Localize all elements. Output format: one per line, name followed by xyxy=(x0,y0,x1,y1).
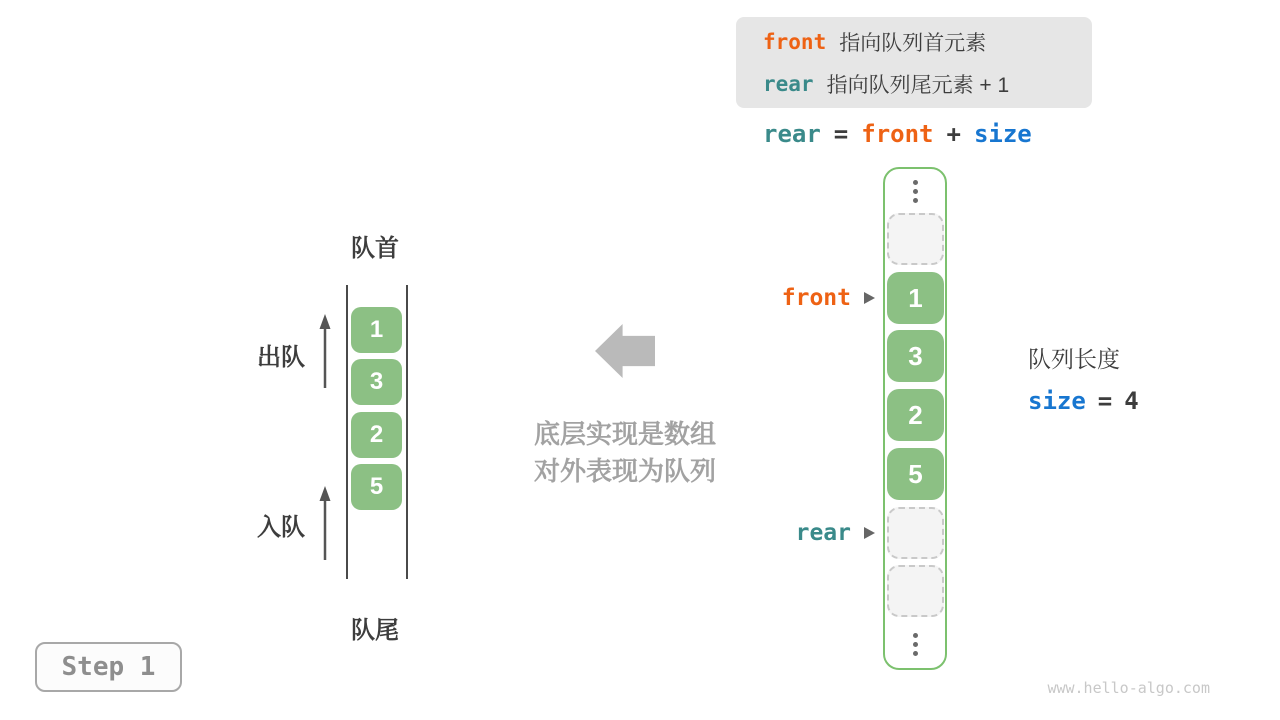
queue-cell-value: 3 xyxy=(351,359,402,405)
front-description: 指向队列首元素 xyxy=(839,31,987,55)
middle-caption-line2: 对外表现为队列 xyxy=(533,456,716,486)
formula-plus: + xyxy=(946,120,961,148)
legend-line-front xyxy=(763,27,1092,57)
legend-box xyxy=(736,17,1092,108)
enqueue-arrow-up-icon xyxy=(318,486,332,562)
dequeue-arrow-up-icon xyxy=(318,314,332,390)
enqueue-label: 入队 xyxy=(257,514,305,541)
big-left-arrow-icon xyxy=(595,324,655,378)
watermark: www.hello-algo.com xyxy=(1047,679,1210,697)
queue-cell-value: 2 xyxy=(351,412,402,458)
dequeue-label: 出队 xyxy=(257,344,305,371)
formula-equals: = xyxy=(833,120,849,148)
queue-cell-value: 1 xyxy=(351,307,402,353)
formula-front: front xyxy=(861,120,934,148)
array-cell-value: 5 xyxy=(887,448,944,500)
array-cell-empty xyxy=(887,507,944,559)
queue-tail-label: 队尾 xyxy=(351,617,399,644)
queue-length-title: 队列长度 xyxy=(1028,346,1120,372)
size-equals: = xyxy=(1097,387,1113,415)
arrow-right-icon xyxy=(864,527,875,539)
ellipsis-top-icon xyxy=(913,180,919,203)
rear-description: 指向队列尾元素 + 1 xyxy=(826,73,1010,97)
array-cell-empty xyxy=(887,213,944,265)
array-cell-value: 3 xyxy=(887,330,944,382)
formula-rear: rear xyxy=(763,120,821,148)
queue-length-block xyxy=(1028,341,1139,415)
rear-keyword: rear xyxy=(763,71,814,96)
front-pointer-label: front xyxy=(781,285,851,311)
rear-pointer xyxy=(748,519,875,547)
formula xyxy=(763,120,1032,148)
array-cell-value: 2 xyxy=(887,389,944,441)
queue-wall-left xyxy=(346,285,348,579)
queue-length-value-line xyxy=(1028,387,1139,415)
array-cell-value: 1 xyxy=(887,272,944,324)
formula-size: size xyxy=(973,120,1032,148)
queue-wall-right xyxy=(406,285,408,579)
queue-cell-value: 5 xyxy=(351,464,402,510)
middle-caption-line1: 底层实现是数组 xyxy=(533,419,716,449)
front-keyword: front xyxy=(763,29,827,54)
step-badge: Step 1 xyxy=(35,642,182,692)
size-value: 4 xyxy=(1124,387,1139,415)
queue-head-label: 队首 xyxy=(351,235,399,262)
rear-pointer-label: rear xyxy=(795,520,851,546)
array-cell-empty xyxy=(887,565,944,617)
size-keyword: size xyxy=(1028,387,1086,415)
arrow-right-icon xyxy=(864,292,875,304)
ellipsis-bottom-icon xyxy=(913,633,919,656)
front-pointer xyxy=(748,284,875,312)
legend-line-rear xyxy=(763,69,1092,99)
